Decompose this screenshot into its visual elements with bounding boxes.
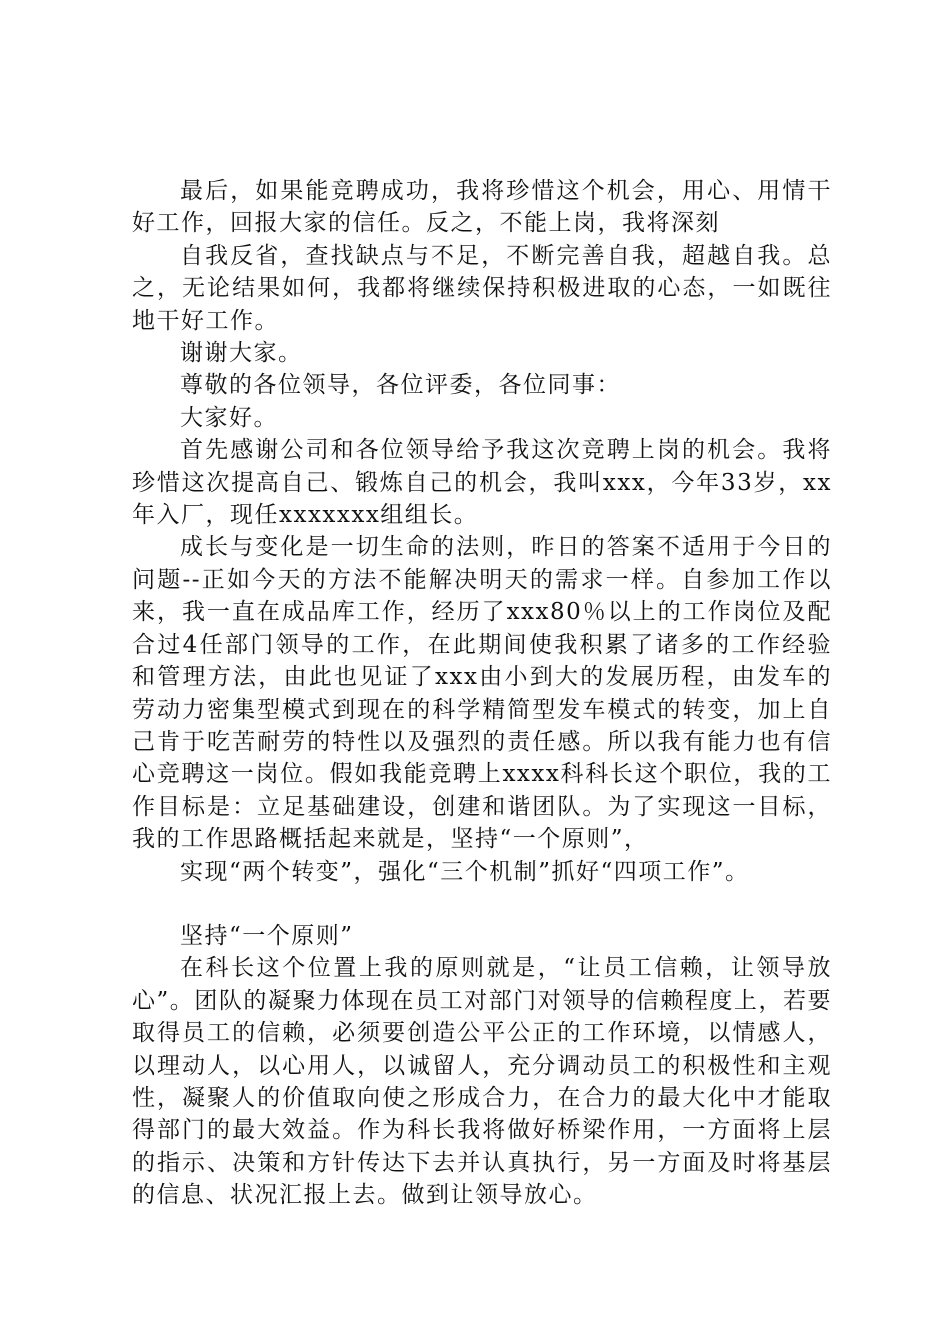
paragraph-closing-part1: 最后，如果能竞聘成功，我将珍惜这个机会，用心、用情干好工作，回报大家的信任。反之，不能上岗，我将深刻 (132, 178, 832, 237)
paragraph-introduction: 首先感谢公司和各位领导给予我这次竞聘上岗的机会。我将珍惜这次提高自己、锻炼自己的机会，我叫xxx，今年33岁，xx年入厂，现任xxxxxxx组组长。 (132, 437, 832, 529)
paragraph-closing-part2: 自我反省，查找缺点与不足，不断完善自我，超越自我。总之，无论结果如何，我都将继续保持积极进取的心态，一如既往地干好工作。 (132, 242, 832, 334)
blank-line (132, 888, 832, 920)
paragraph-greeting: 大家好。 (180, 404, 278, 431)
paragraph-thanks: 谢谢大家。 (180, 340, 303, 367)
document-body (132, 175, 832, 1212)
paragraph-principle: 在科长这个位置上我的原则就是，“让员工信赖，让领导放心”。团队的凝聚力体现在员工对部门对领导的信赖程度上，若要取得员工的信赖，必须要创造公平公正的工作环境，以情感人，以理动人，以心用人，以诚留人，充分调动员工的积极性和主观性，凝聚人的价值取向使之形成合力，在合力的最大化中才能取得部门的最大效益。作为科长我将做好桥梁作用，一方面将上层的指示、决策和方针传达下去并认真执行，另一方面及时将基层的信息、状况汇报上去。做到让领导放心。 (132, 955, 832, 1209)
paragraph-salutation: 尊敬的各位领导，各位评委，各位同事： (180, 372, 621, 399)
paragraph-goals: 实现“两个转变”，强化“三个机制”抓好“四项工作”。 (180, 858, 750, 885)
section-heading-one-principle: 坚持“一个原则” (180, 922, 354, 949)
paragraph-growth: 成长与变化是一切生命的法则，昨日的答案不适用于今日的问题--正如今天的方法不能解决明天的需求一样。自参加工作以来，我一直在成品库工作，经历了xxx80％以上的工作岗位及配合过4任部门领导的工作，在此期间使我积累了诸多的工作经验和管理方法，由此也见证了xxx由小到大的发展历程，由发车的劳动力密集型模式到现在的科学精简型发车模式的转变，加上自己肯于吃苦耐劳的特性以及强烈的责任感。所以我有能力也有信心竞聘这一岗位。假如我能竞聘上xxxx科科长这个职位，我的工作目标是：立足基础建设，创建和谐团队。为了实现这一目标，我的工作思路概括起来就是，坚持“一个原则”， (132, 534, 832, 853)
